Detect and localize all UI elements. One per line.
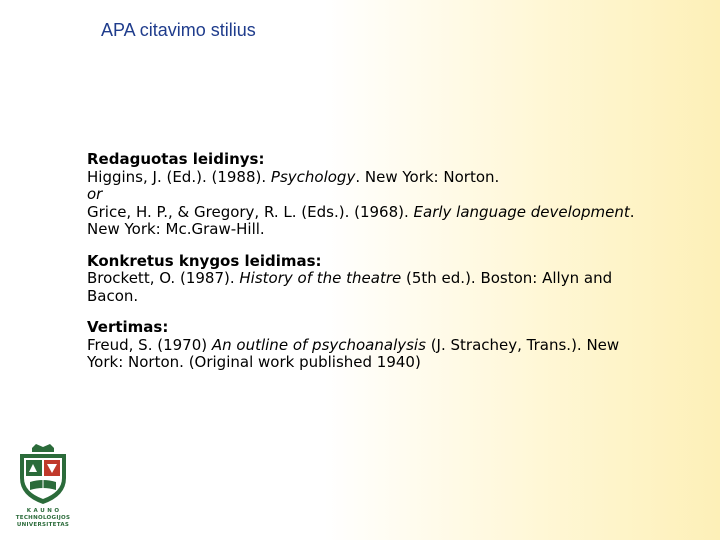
reference-title: Early language development — [413, 202, 630, 221]
reference-text: Freud, S. (1970) — [87, 335, 212, 354]
reference-title: An outline of psychoanalysis — [211, 335, 426, 354]
or-separator: or — [87, 185, 103, 203]
reference-line: Bacon. — [87, 286, 139, 305]
reference-line — [87, 169, 687, 187]
reference-text: (J. Strachey, Trans.). New — [425, 335, 620, 354]
reference-text: Brockett, O. (1987). — [87, 269, 240, 287]
reference-text: (5th ed.). Boston: Allyn and — [401, 269, 613, 287]
reference-title: History of the theatre — [239, 269, 402, 287]
reference-text: . — [629, 202, 635, 221]
reference-line — [87, 204, 687, 222]
university-name-line: TECHNOLOGIJOS — [15, 515, 71, 521]
reference-text: Grice, H. P., & Gregory, R. L. (Eds.). (1968). — [87, 202, 414, 221]
university-name-line: K A U N O — [26, 508, 60, 514]
reference-line: York: Norton. (Original work published 1940) — [87, 353, 421, 371]
reference-text: Higgins, J. (Ed.). (1988). — [87, 167, 271, 186]
university-name-line: UNIVERSITETAS — [16, 522, 70, 528]
section-translation — [87, 319, 687, 372]
reference-title: Psychology — [270, 167, 356, 186]
section-heading: Vertimas: — [87, 318, 169, 336]
university-name — [12, 508, 74, 529]
reference-line — [87, 270, 687, 288]
section-specific-edition — [87, 253, 687, 306]
reference-line: New York: Mc.Graw-Hill. — [87, 220, 265, 238]
reference-text: . New York: Norton. — [355, 167, 500, 186]
reference-line — [87, 337, 687, 355]
slide-content — [87, 151, 687, 386]
slide-title: APA citavimo stilius — [101, 20, 256, 40]
section-heading: Konkretus knygos leidimas: — [87, 251, 322, 270]
section-edited — [87, 151, 687, 239]
section-heading: Redaguotas leidinys: — [87, 150, 265, 168]
